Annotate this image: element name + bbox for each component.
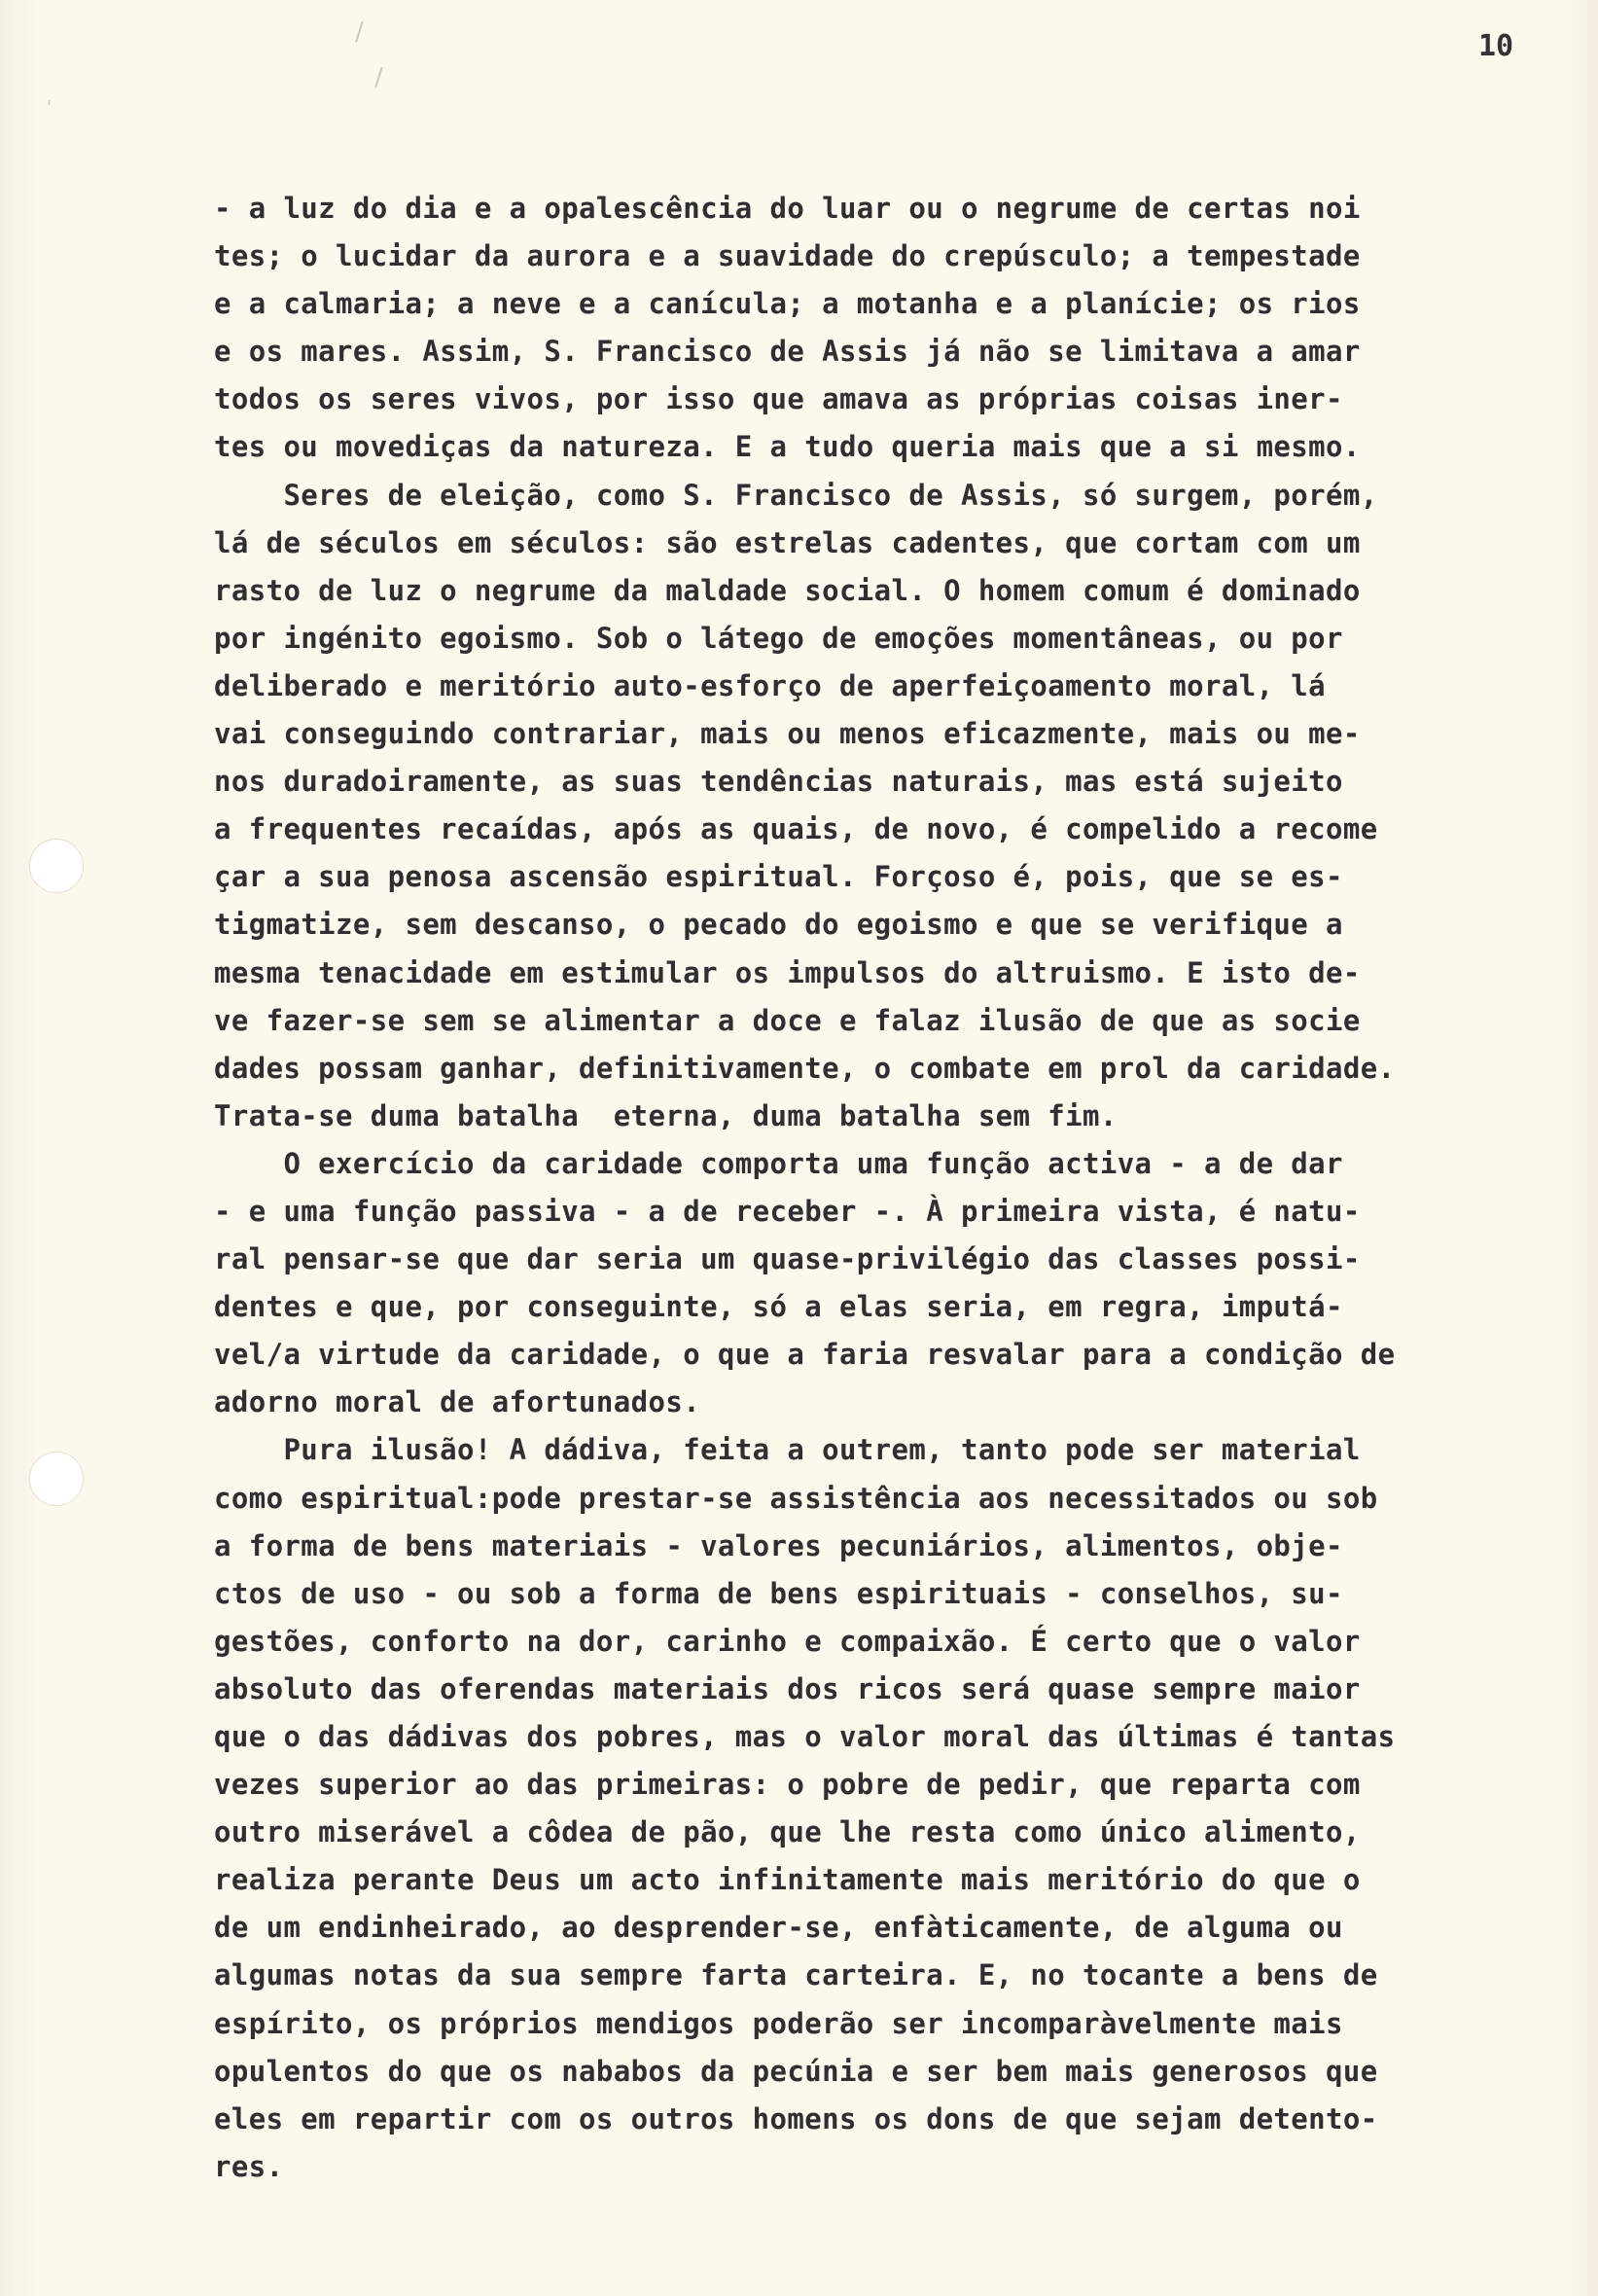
text-line: - a luz do dia e a opalescência do luar ou o negrume de certas noi [214, 192, 1361, 225]
text-line: deliberado e meritório auto-esforço de aperfeiçoamento moral, lá [214, 668, 1327, 702]
page-number: 10 [1478, 29, 1514, 63]
punch-hole [29, 1452, 84, 1506]
text-line: tes; o lucidar da aurora e a suavidade do crepúsculo; a tempestade [214, 239, 1361, 273]
text-line: rasto de luz o negrume da maldade social. O homem comum é dominado [214, 573, 1361, 607]
text-line: dentes e que, por conseguinte, só a elas seria, em regra, imputá- [214, 1290, 1343, 1324]
text-line: ctos de uso - ou sob a forma de bens espirituais - conselhos, su- [214, 1576, 1343, 1610]
text-line: çar a sua penosa ascensão espiritual. Forçoso é, pois, que se es- [214, 860, 1343, 894]
text-line: que o das dádivas dos pobres, mas o valor moral das últimas é tantas [214, 1720, 1396, 1753]
text-line: de um endinheirado, ao desprender-se, enfàticamente, de alguma ou [214, 1911, 1343, 1945]
text-line: O exercício da caridade comporta uma função activa - a de dar [214, 1146, 1343, 1180]
text-line: vai conseguindo contrariar, mais ou menos eficazmente, mais ou me- [214, 717, 1361, 751]
punch-hole [29, 839, 84, 893]
text-line: absoluto das oferendas materiais dos ricos será quase sempre maior [214, 1671, 1361, 1705]
text-line: lá de séculos em séculos: são estrelas cadentes, que cortam com um [214, 525, 1361, 559]
text-line: opulentos do que os nababos da pecúnia e ser bem mais generosos que [214, 2054, 1378, 2088]
text-line: vel/a virtude da caridade, o que a faria resvalar para a condição de [214, 1338, 1396, 1372]
text-line: outro miserável a côdea de pão, que lhe resta como único alimento, [214, 1815, 1361, 1849]
text-line: Trata-se duma batalha eterna, duma batalha sem fim. [214, 1098, 1118, 1132]
text-line: - e uma função passiva - a de receber -. À primeira vista, é natu- [214, 1194, 1361, 1228]
text-line: tes ou movediças da natureza. E a tudo queria mais que a si mesmo. [214, 430, 1361, 464]
text-line: por ingénito egoismo. Sob o látego de emoções momentâneas, ou por [214, 621, 1343, 655]
text-line: realiza perante Deus um acto infinitamente mais meritório do que o [214, 1863, 1361, 1897]
text-line: res. [214, 2149, 284, 2183]
text-line: ral pensar-se que dar seria um quase-privilégio das classes possi- [214, 1242, 1361, 1276]
text-line: vezes superior ao das primeiras: o pobre de pedir, que reparta com [214, 1768, 1361, 1802]
pencil-mark: / [374, 63, 383, 92]
pencil-mark: / [355, 18, 364, 47]
text-line: todos os seres vivos, por isso que amava as próprias coisas iner- [214, 382, 1343, 416]
text-line: adorno moral de afortunados. [214, 1385, 701, 1419]
text-line: a frequentes recaídas, após as quais, de novo, é compelido a recome [214, 812, 1378, 846]
text-line: dades possam ganhar, definitivamente, o combate em prol da caridade. [214, 1051, 1396, 1085]
text-line: espírito, os próprios mendigos poderão ser incomparàvelmente mais [214, 2006, 1343, 2040]
text-line: gestões, conforto na dor, carinho e compaixão. É certo que o valor [214, 1624, 1361, 1658]
text-line: a forma de bens materiais - valores pecuniários, alimentos, obje- [214, 1528, 1343, 1562]
text-line: ve fazer-se sem se alimentar a doce e falaz ilusão de que as socie [214, 1003, 1361, 1037]
text-line: nos duradoiramente, as suas tendências naturais, mas está sujeito [214, 765, 1343, 799]
body-text [214, 185, 1537, 2191]
text-line: eles em repartir com os outros homens os dons de que sejam detento- [214, 2101, 1378, 2135]
pencil-mark: ' [47, 97, 52, 118]
text-line: tigmatize, sem descanso, o pecado do egoismo e que se verifique a [214, 908, 1343, 942]
text-line: Seres de eleição, como S. Francisco de Assis, só surgem, porém, [214, 478, 1378, 512]
text-line: e a calmaria; a neve e a canícula; a motanha e a planície; os rios [214, 287, 1361, 321]
text-line: algumas notas da sua sempre farta carteira. E, no tocante a bens de [214, 1958, 1378, 1992]
text-line: como espiritual:pode prestar-se assistência aos necessitados ou sob [214, 1481, 1378, 1515]
text-line: e os mares. Assim, S. Francisco de Assis já não se limitava a amar [214, 335, 1361, 369]
text-line: Pura ilusão! A dádiva, feita a outrem, tanto pode ser material [214, 1433, 1361, 1467]
text-line: mesma tenacidade em estimular os impulsos do altruismo. E isto de- [214, 955, 1361, 989]
